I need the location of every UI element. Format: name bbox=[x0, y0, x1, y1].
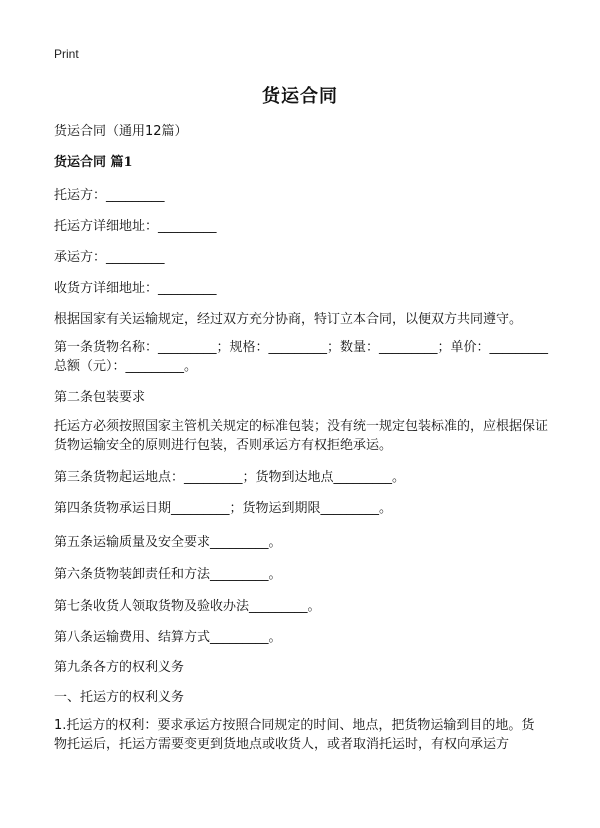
consignee-address-line: 收货方详细地址：_________ bbox=[54, 281, 217, 296]
item-1: 1.托运方的权利：要求承运方按照合同规定的时间、地点，把货物运输到目的地。货物托运后，托运方需要变更到货地点或收货人，或者取消托运时，有权向承运方 bbox=[54, 718, 535, 752]
section-heading: 货运合同 篇1 bbox=[54, 155, 133, 170]
intro-paragraph: 根据国家有关运输规定，经过双方充分协商，特订立本合同，以便双方共同遵守。 bbox=[54, 312, 523, 327]
subsection-1: 一、托运方的权利义务 bbox=[54, 690, 185, 705]
clause-6: 第六条货物装卸责任和方法_________。 bbox=[54, 567, 282, 582]
print-link[interactable]: Print bbox=[54, 47, 79, 61]
clause-1: 第一条货物名称：_________；规格：_________；数量：_________；单价：_________总额（元）：_________。 bbox=[54, 340, 549, 374]
clause-2-body: 托运方必须按照国家主管机关规定的标准包装；没有统一规定包装标准的，应根据保证货物运输安全的原则进行包装，否则承运方有权拒绝承运。 bbox=[54, 419, 549, 453]
shipper-line: 托运方：_________ bbox=[54, 188, 165, 203]
clause-4: 第四条货物承运日期_________；货物运到期限_________。 bbox=[54, 501, 393, 516]
clause-9: 第九条各方的权利义务 bbox=[54, 660, 185, 675]
clause-3: 第三条货物起运地点：_________；货物到达地点_________。 bbox=[54, 470, 406, 485]
clause-8: 第八条运输费用、结算方式_________。 bbox=[54, 630, 282, 645]
page-title: 货运合同 bbox=[262, 86, 338, 107]
clause-2-title: 第二条包装要求 bbox=[54, 390, 146, 405]
doc-subtitle: 货运合同（通用12篇） bbox=[54, 124, 188, 139]
clause-5: 第五条运输质量及安全要求_________。 bbox=[54, 535, 282, 550]
shipper-address-line: 托运方详细地址：_________ bbox=[54, 219, 217, 234]
clause-7: 第七条收货人领取货物及验收办法_________。 bbox=[54, 599, 321, 614]
carrier-line: 承运方：_________ bbox=[54, 250, 165, 265]
